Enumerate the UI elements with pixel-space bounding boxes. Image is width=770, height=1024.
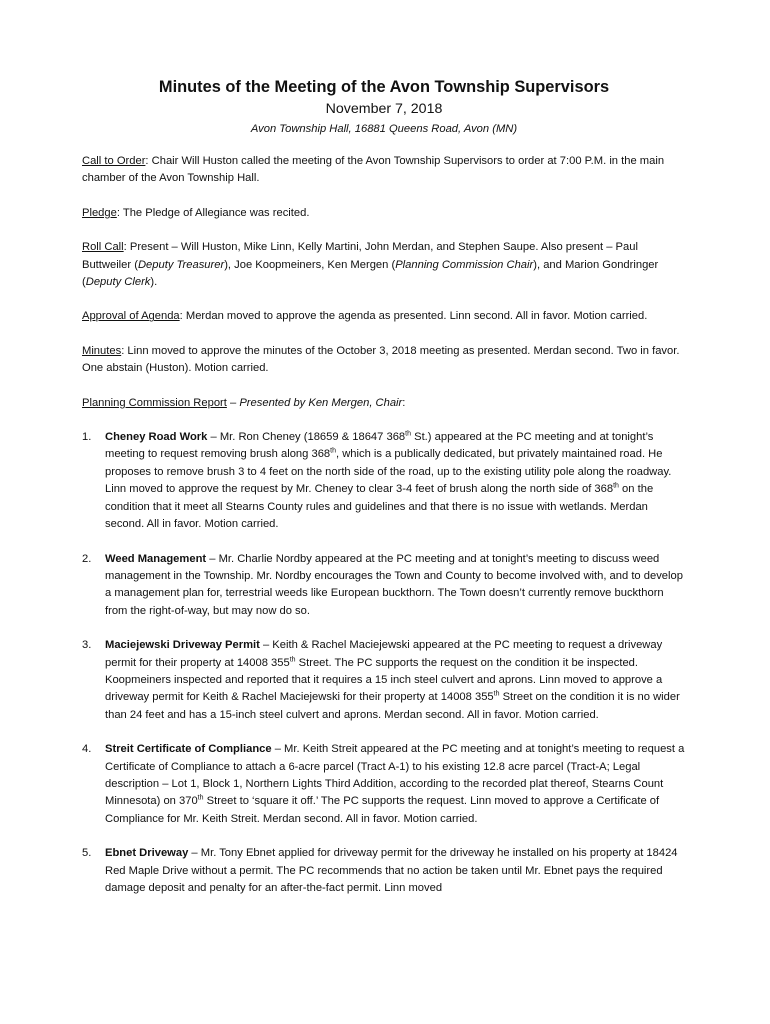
- page-title: Minutes of the Meeting of the Avon Township Supervisors: [158, 78, 610, 96]
- call-to-order-label: Call to Order: [82, 155, 146, 167]
- roll-call-text: : Present – Will Huston, Mike Linn, Kelly Martini, John Merdan, and Stephen Saupe. Also present – Paul Buttweiler (: [82, 241, 638, 271]
- pc-items-list: [82, 429, 686, 897]
- ordinal-suffix: th: [613, 482, 619, 490]
- minutes-paragraph: [82, 343, 686, 378]
- pc-report-heading: [82, 395, 686, 412]
- item-title: Maciejewski Driveway Permit: [105, 639, 260, 652]
- item-number: 5.: [82, 847, 92, 860]
- pc-report-colon: :: [402, 396, 406, 409]
- list-item: [82, 429, 686, 533]
- item-text: – Mr. Tony Ebnet applied for driveway permit for the driveway he installed on his property at 18424 Red Maple Drive without a permit. The PC recommends that no action be taken until Mr. Ebnet pays the required damage deposit and penalty for an after-the-fact permit. Linn moved: [105, 847, 678, 894]
- ordinal-suffix: th: [197, 794, 204, 802]
- roll-call-text: ), and Marion Gondringer (: [82, 258, 659, 289]
- meeting-location: Avon Township Hall, 16881 Queens Road, Avon (MN): [250, 123, 518, 135]
- call-to-order-text: : Chair Will Huston called the meeting of the Avon Township Supervisors to order at 7:00 P.M. in the main chamber of the Avon Township Hall.: [82, 155, 665, 185]
- ordinal-suffix: th: [405, 430, 411, 438]
- list-item: [82, 845, 686, 897]
- call-to-order-paragraph: [82, 153, 686, 188]
- roll-call-paragraph: [82, 239, 686, 291]
- agenda-paragraph: [82, 308, 686, 325]
- list-item: [82, 637, 686, 724]
- roll-call-text: ).: [150, 276, 158, 289]
- item-text: Street on the condition it is no wider than 24 feet and has a 15-inch steel culvert and aprons. Merdan second. All in favor. Motion carried.: [105, 691, 680, 721]
- ordinal-suffix: th: [289, 655, 296, 663]
- item-number: 4.: [82, 743, 92, 756]
- role-deputy-treasurer: Deputy Treasurer: [137, 258, 225, 271]
- roll-call-label: Roll Call: [82, 241, 124, 254]
- item-number: 3.: [82, 639, 92, 652]
- list-item: [82, 551, 686, 621]
- pc-report-dash: –: [226, 396, 240, 409]
- item-text: – Mr. Keith Streit appeared at the PC meeting and at tonight’s meeting to request a Certificate of Compliance to attach a 6-acre parcel (Tract A-1) to his existing 12.8 acre parcel (Tract-A; Legal description – Lot 1, Block 1, Northern Lights Third Addition, according to the recorded plat thereof, Stearns Count Minnesota) on 370: [105, 743, 685, 808]
- role-deputy-clerk: Deputy Clerk: [85, 276, 151, 289]
- item-title: Weed Management: [105, 552, 207, 565]
- minutes-text: : Linn moved to approve the minutes of the October 3, 2018 meeting as presented. Merdan second. Two in favor. One abstain (Huston). Motion carried.: [82, 344, 680, 375]
- item-text: on the condition that it meet all Stearns County rules and guidelines and that there is no issue with wetlands. Merdan second. All in favor. Motion carried.: [105, 483, 654, 531]
- item-title: Ebnet Driveway: [105, 847, 189, 860]
- agenda-text: : Merdan moved to approve the agenda as presented. Linn second. All in favor. Motion carried.: [179, 310, 648, 323]
- roll-call-text: ), Joe Koopmeiners, Ken Mergen (: [224, 258, 396, 271]
- item-number: 2.: [82, 552, 92, 565]
- list-item: [82, 741, 686, 828]
- pc-report-label: Planning Commission Report: [82, 396, 227, 409]
- ordinal-suffix: th: [330, 447, 336, 455]
- minutes-label: Minutes: [82, 344, 122, 357]
- item-text: Street to ‘square it off.’ The PC supports the request. Linn moved to approve a Certificate of Compliance for Mr. Keith Streit. Merdan second. All in favor. Motion carried.: [105, 795, 660, 825]
- item-title: Streit Certificate of Compliance: [105, 743, 272, 756]
- pledge-text: : The Pledge of Allegiance was recited.: [116, 206, 310, 219]
- ordinal-suffix: th: [493, 690, 500, 698]
- item-text: – Mr. Ron Cheney (18659 & 18647 368: [207, 431, 406, 444]
- item-text: – Keith & Rachel Maciejewski appeared at the PC meeting to request a driveway permit for their property at 14008 355: [105, 639, 663, 669]
- item-text: , which is a publically dedicated, but privately maintained road. He proposes to remove brush 3 to 4 feet on the north side of the road, up to the existing utility pole along the roadway. Linn moved to approve the request by Mr. Cheney to clear 3-4 feet of brush along the north side of 368: [105, 448, 672, 496]
- pc-report-presenter: Presented by Ken Mergen, Chair: [239, 396, 403, 409]
- role-planning-chair: Planning Commission Chair: [395, 258, 534, 271]
- item-number: 1.: [82, 431, 92, 444]
- item-text: Street. The PC supports the request on the condition it be inspected. Koopmeiners inspected and reported that it requires a 15 inch steel culvert and aprons. Linn moved to approve a driveway permit for Keith & Rachel Maciejewski for their property at 14008 355: [105, 656, 663, 704]
- meeting-date: November 7, 2018: [325, 101, 443, 117]
- item-text: St.) appeared at the PC meeting and at tonight’s meeting to request removing brush along 368: [105, 431, 654, 461]
- pledge-paragraph: [82, 205, 686, 222]
- pledge-label: Pledge: [82, 206, 117, 219]
- item-text: – Mr. Charlie Nordby appeared at the PC meeting and at tonight’s meeting to discuss weed management in the Township. Mr. Nordby encourages the Town and County to become involved with, and to develop a management plan for, terrestrial weeds like European buckthorn. The Town doesn’t currently remove buckthorn from the right-of-way, but may now do so.: [105, 552, 683, 617]
- agenda-label: Approval of Agenda: [82, 310, 180, 323]
- item-title: Cheney Road Work: [105, 431, 208, 444]
